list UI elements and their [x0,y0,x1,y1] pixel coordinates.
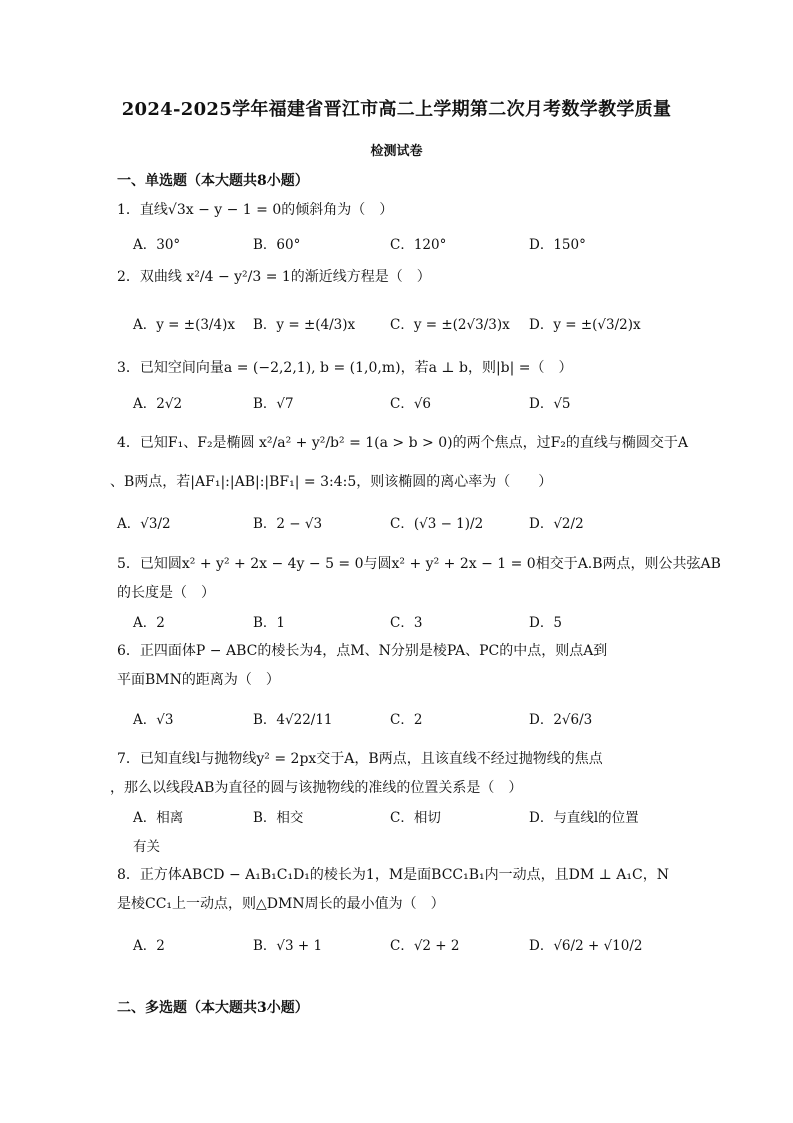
question-6-stem-line-1: 6．正四面体P − ABC的棱长为4，点M、N分别是棱PA、PC的中点，则点A到 [117,643,608,659]
question-5-stem-line-1: 5．已知圆x² + y² + 2x − 4y − 5 = 0与圆x² + y² + 2x − 1 = 0相交于A.B两点，则公共弦AB [117,556,721,572]
question-7-stem-line-2: ，那么以线段AB为直径的圆与该抛物线的准线的位置关系是（ ） [110,780,523,796]
question-7-option-b: B．相交 [253,810,304,826]
question-5-stem-line-2: 的长度是（ ） [117,585,215,601]
question-1-option-b: B．60° [253,237,301,253]
question-2-option-a: A．y = ±(3/4)x [133,317,235,333]
question-7-option-d-wrap: 有关 [133,839,160,855]
question-6-option-a: A．√3 [133,712,174,728]
question-7-option-a: A．相离 [133,810,184,826]
question-5-option-a: A．2 [133,615,165,631]
question-4-option-a: A．√3/2 [117,516,171,532]
question-3-option-a: A．2√2 [133,396,183,412]
question-1-option-d: D．150° [529,237,586,253]
question-4-option-c: C．(√3 − 1)/2 [390,516,484,532]
question-4-stem-line-2: 、B两点，若|AF₁|:|AB|:|BF₁| = 3:4:5，则该椭圆的离心率为（ ） [110,474,553,490]
question-1-option-a: A．30° [133,237,181,253]
question-2-option-d: D．y = ±(√3/2)x [529,317,641,333]
question-3-option-c: C．√6 [390,396,432,412]
page-title: 2024-2025学年福建省晋江市高二上学期第二次月考数学教学质量 [121,99,672,120]
question-2-stem: 2．双曲线 x²/4 − y²/3 = 1的渐近线方程是（ ） [117,269,431,285]
question-7-stem-line-1: 7．已知直线l与抛物线y² = 2px交于A，B两点，且该直线不经过抛物线的焦点 [117,751,603,767]
question-8-option-c: C．√2 + 2 [390,938,460,954]
question-8-option-a: A．2 [133,938,165,954]
question-8-option-d: D．√6/2 + √10/2 [529,938,643,954]
section-heading-single-choice: 一、单选题（本大题共8小题） [117,173,309,189]
question-2-option-c: C．y = ±(2√3/3)x [390,317,510,333]
question-1-stem: 1．直线√3x − y − 1 = 0的倾斜角为（ ） [117,202,394,218]
question-4-stem-line-1: 4．已知F₁、F₂是椭圆 x²/a² + y²/b² = 1(a > b > 0)的两个焦点，过F₂的直线与椭圆交于A [117,435,689,451]
question-5-option-b: B．1 [253,615,286,631]
question-8-option-b: B．√3 + 1 [253,938,323,954]
question-3-option-d: D．√5 [529,396,571,412]
question-5-option-c: C．3 [390,615,423,631]
question-6-option-c: C．2 [390,712,423,728]
question-3-stem: 3．已知空间向量a = (−2,2,1), b = (1,0,m)，若a ⊥ b，则|b| =（ ） [117,360,573,376]
page-subtitle: 检测试卷 [370,144,423,159]
section-heading-multiple-choice: 二、多选题（本大题共3小题） [117,1000,309,1016]
question-6-option-d: D．2√6/3 [529,712,593,728]
question-6-stem-line-2: 平面BMN的距离为（ ） [117,672,280,688]
question-5-option-d: D．5 [529,615,562,631]
question-4-option-d: D．√2/2 [529,516,584,532]
question-8-stem-line-2: 是棱CC₁上一动点，则△DMN周长的最小值为（ ） [117,896,445,912]
question-7-option-d: D．与直线l的位置 [529,810,639,826]
question-8-stem-line-1: 8．正方体ABCD − A₁B₁C₁D₁的棱长为1，M是面BCC₁B₁内一动点，且DM ⊥ A₁C，N [117,867,669,883]
question-2-option-b: B．y = ±(4/3)x [253,317,356,333]
question-1-option-c: C．120° [390,237,447,253]
question-6-option-b: B．4√22/11 [253,712,333,728]
question-7-option-c: C．相切 [390,810,441,826]
question-4-option-b: B．2 − √3 [253,516,323,532]
question-3-option-b: B．√7 [253,396,294,412]
